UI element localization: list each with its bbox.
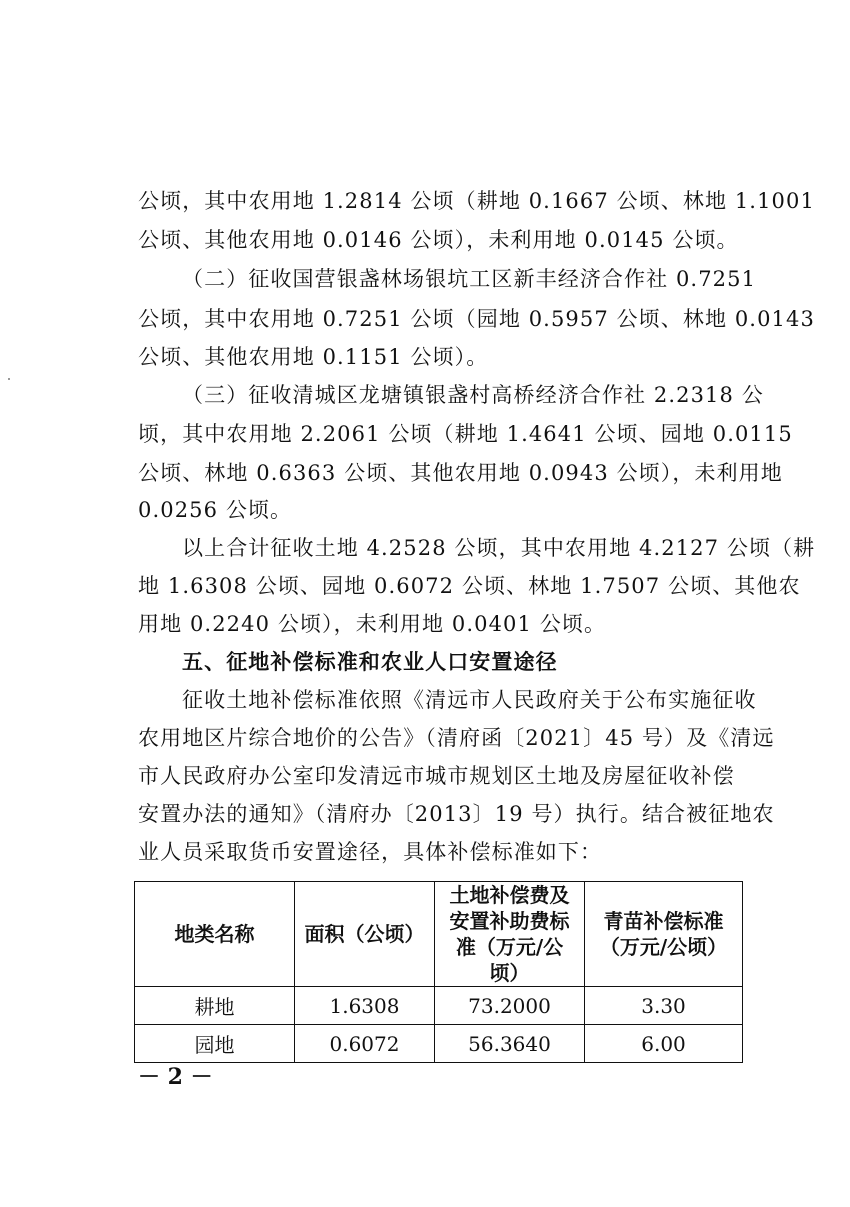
- compensation-table: [134, 881, 743, 1063]
- text-line: 公顷、其他农用地 0.1151 公顷）。: [138, 345, 489, 369]
- header-land-compensation: 土地补偿费及安置补助费标准（万元/公顷）: [435, 882, 585, 987]
- page-number: － 2 －: [138, 1064, 213, 1090]
- text-line: 公顷，其中农用地 0.7251 公顷（园地 0.5957 公顷、林地 0.0143: [138, 307, 815, 331]
- cell-land-type: 耕地: [135, 987, 295, 1025]
- table-row: [135, 1025, 743, 1063]
- text-line: 顷，其中农用地 2.2061 公顷（耕地 1.4641 公顷、园地 0.0115: [138, 422, 793, 446]
- section-heading: 五、征地补偿标准和农业人口安置途径: [182, 650, 558, 674]
- table-row: [135, 987, 743, 1025]
- cell-area: 1.6308: [295, 987, 435, 1025]
- header-area: 面积（公顷）: [295, 882, 435, 987]
- text-line: 安置办法的通知》（清府办〔2013〕19 号）执行。结合被征地农: [138, 802, 775, 826]
- text-line: 农用地区片综合地价的公告》（清府函〔2021〕45 号）及《清远: [138, 726, 775, 750]
- cell-area: 0.6072: [295, 1025, 435, 1063]
- text-line: 用地 0.2240 公顷），未利用地 0.0401 公顷。: [138, 612, 607, 636]
- cell-land-compensation: 73.2000: [435, 987, 585, 1025]
- text-line: （三）征收清城区龙塘镇银盏村高桥经济合作社 2.2318 公: [182, 383, 764, 407]
- header-crop-compensation: 青苗补偿标准（万元/公顷）: [585, 882, 743, 987]
- text-line: 以上合计征收土地 4.2528 公顷，其中农用地 4.2127 公顷（耕: [182, 536, 816, 560]
- text-line: 0.0256 公顷。: [138, 498, 293, 522]
- cell-land-type: 园地: [135, 1025, 295, 1063]
- text-line: 公顷，其中农用地 1.2814 公顷（耕地 0.1667 公顷、林地 1.1001: [138, 189, 815, 213]
- text-line: 业人员采取货币安置途径，具体补偿标准如下：: [138, 840, 603, 864]
- text-line: 公顷、其他农用地 0.0146 公顷），未利用地 0.0145 公顷。: [138, 228, 739, 252]
- scan-speck: [8, 378, 10, 380]
- cell-crop-compensation: 6.00: [585, 1025, 743, 1063]
- text-line: 地 1.6308 公顷、园地 0.6072 公顷、林地 1.7507 公顷、其他农: [138, 574, 801, 598]
- text-line: 市人民政府办公室印发清远市城市规划区土地及房屋征收补偿: [138, 764, 735, 788]
- cell-land-compensation: 56.3640: [435, 1025, 585, 1063]
- cell-crop-compensation: 3.30: [585, 987, 743, 1025]
- header-land-type: 地类名称: [135, 882, 295, 987]
- text-line: 征收土地补偿标准依照《清远市人民政府关于公布实施征收: [182, 688, 757, 712]
- text-line: （二）征收国营银盏林场银坑工区新丰经济合作社 0.7251: [182, 267, 757, 291]
- table-header-row: [135, 882, 743, 987]
- text-line: 公顷、林地 0.6363 公顷、其他农用地 0.0943 公顷），未利用地: [138, 461, 783, 485]
